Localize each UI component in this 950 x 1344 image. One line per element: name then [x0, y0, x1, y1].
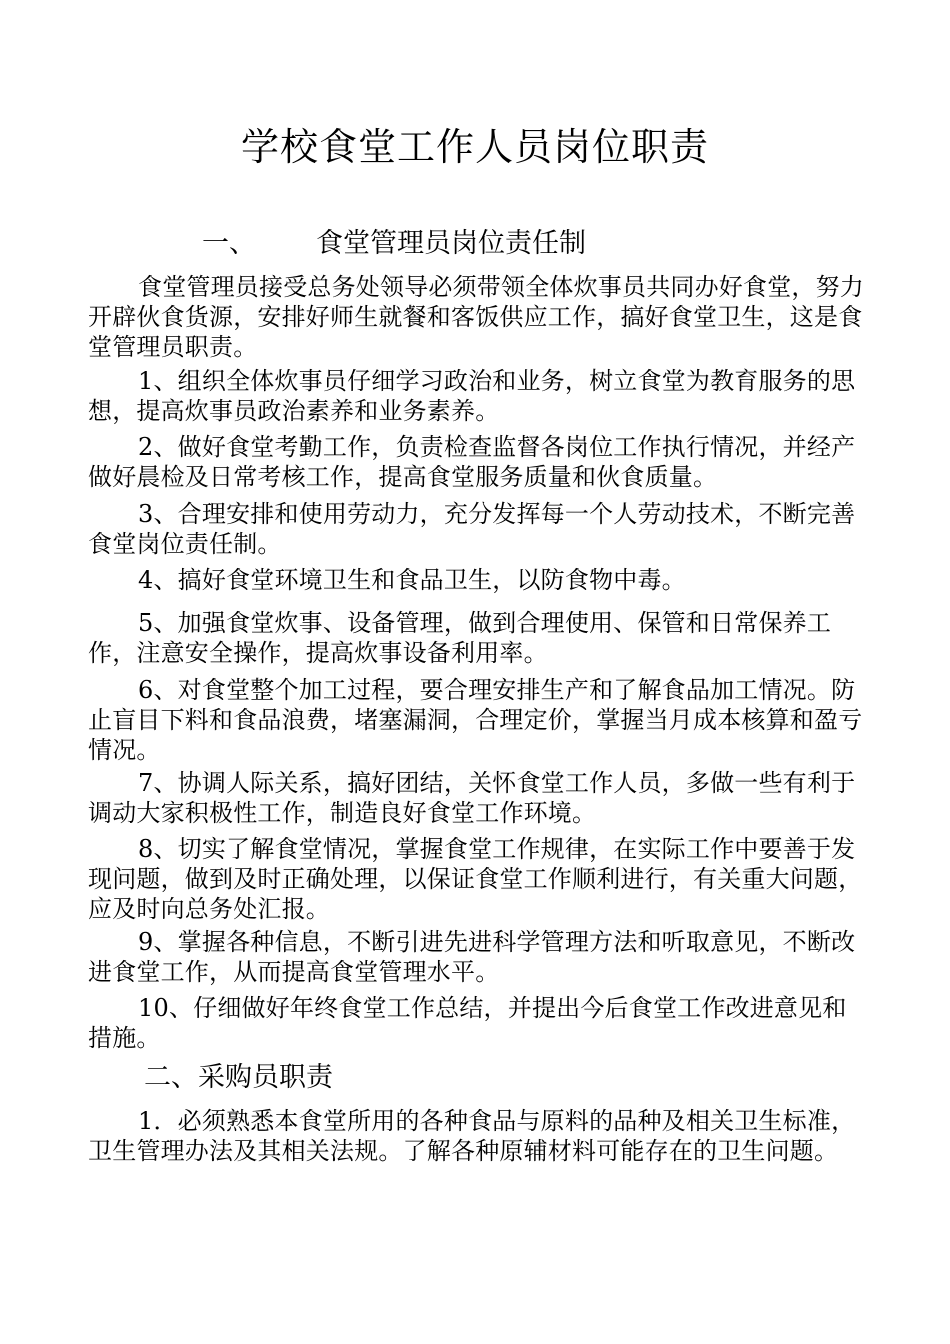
section-1-heading	[202, 226, 586, 262]
section-1-item: 7、协调人际关系，搞好团结，关怀食堂工作人员，多做一些有利于调动大家积极性工作，制造良好食堂工作环境。	[88, 769, 856, 827]
section-1-item: 10、仔细做好年终食堂工作总结，并提出今后食堂工作改进意见和措施。	[88, 994, 847, 1052]
section-1-item: 1、组织全体炊事员仔细学习政治和业务，树立食堂为教育服务的思想，提高炊事员政治素养和业务素养。	[88, 367, 856, 425]
section-1-intro: 食堂管理员接受总务处领导必须带领全体炊事员共同办好食堂，努力开辟伙食货源，安排好师生就餐和客饭供应工作，搞好食堂卫生，这是食堂管理员职责。	[88, 273, 864, 361]
section-1-title: 食堂管理员岗位责任制	[316, 228, 586, 259]
section-1-item: 2、做好食堂考勤工作，负责检查监督各岗位工作执行情况，并经产做好晨检及日常考核工作，提高食堂服务质量和伙食质量。	[88, 433, 856, 491]
section-1-item: 9、掌握各种信息，不断引进先进科学管理方法和听取意见，不断改进食堂工作，从而提高食堂管理水平。	[88, 928, 856, 986]
section-1-item: 4、搞好食堂环境卫生和食品卫生，以防食物中毒。	[138, 566, 686, 594]
section-2-item: 1．必须熟悉本食堂所用的各种食品与原料的品种及相关卫生标准，卫生管理办法及其相关法规。了解各种原辅材料可能存在的卫生问题。	[88, 1107, 856, 1165]
section-1-item: 5、加强食堂炊事、设备管理，做到合理使用、保管和日常保养工作，注意安全操作，提高炊事设备利用率。	[88, 609, 832, 667]
section-1-item: 8、切实了解食堂情况，掌握食堂工作规律，在实际工作中要善于发现问题，做到及时正确处理，以保证食堂工作顺利进行，有关重大问题，应及时向总务处汇报。	[88, 835, 863, 923]
document-title: 学校食堂工作人员岗位职责	[240, 125, 709, 169]
section-1-number: 一、	[202, 228, 256, 259]
section-1-item: 6、对食堂整个加工过程，要合理安排生产和了解食品加工情况。防止盲目下料和食品浪费，堵塞漏洞，合理定价，掌握当月成本核算和盈亏情况。	[88, 676, 863, 764]
section-2-heading: 二、采购员职责	[144, 1062, 333, 1093]
section-1-item: 3、合理安排和使用劳动力，充分发挥每一个人劳动技术，不断完善食堂岗位责任制。	[88, 500, 856, 558]
